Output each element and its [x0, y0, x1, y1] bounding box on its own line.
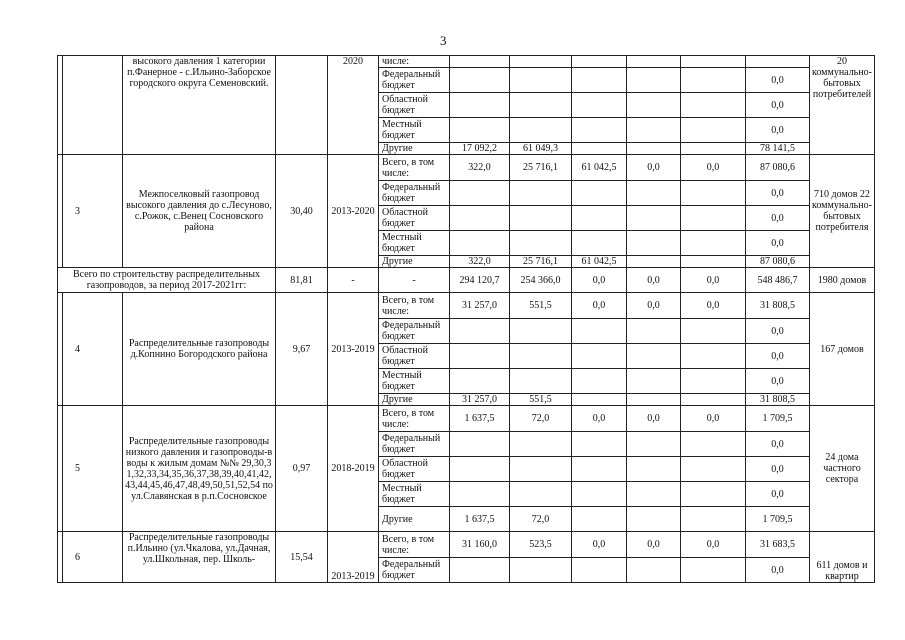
object-number: 3 — [63, 155, 123, 268]
object-name: Распределительные газопроводы д.Копнино Богородского района — [123, 293, 276, 406]
object-name: Распределительные газопроводы п.Ильино (ул.Чкалова, ул.Дачная, ул.Школьная, пер. Школь- — [123, 532, 276, 583]
value-cell: 61 049,3 — [510, 143, 572, 155]
summary-years: - — [328, 268, 379, 293]
financing-table: высокого давления 1 категории п.Фанерное - с.Ильино-Заборское городского округа Семеновский. 2020 числе: 20 коммунально-бытовых потребителей Федеральный бюджет 0,0 Областной бюджет 0,0 Местный бюджет 0,0 Другие 17 092,2 61 049,3 78 141,5 3 Межпоселковый газопровод высокого давления до с.Лесуново, с.Рожок, с.Венец Сосновского района 30,40 2013-2020 Всего, в том числе: 322,0 25 716,1 61 042,5 0,0 0,0 87 080,6 710 домов 22 коммунально-бытовых потребителя Федеральный бюджет 0,0 Областной бюджет 0,0 Местный бюджет 0,0 Другие 322,0 25 716,1 61 042,5 87 080,6 Всего по строительству распределительных газопроводов, за период 2017-2021гг: 81,81 - - 294 120,7 254 366,0 0,0 0,0 0,0 548 486,7 1980 домов 4 Распределительные газопроводы д.Копнино Богородского района 9,67 2013-2019 Всего, в том числе: 31 257,0 551,5 0,0 0,0 0,0 31 808,5 167 домов Федеральный бюджет 0,0 Областной бюджет 0,0 Местный бюджет 0,0 Другие 31 257,0 551,5 31 808,5 5 Распределительные газопроводы низкого давления и газопроводы-вводы к жилым домам №№ 29,30,31,32,33,34,35,36,37,38,39,40,41,42,43,44,45,46,47,48,49,50,51,52,54 по ул.Славянская в р.п.Сосновское 0,97 2018-2019 Всего, в том числе: 1 637,5 72,0 0,0 0,0 0,0 1 709,5 24 дома частного сектора Федеральный бюджет 0,0 Областной бюджет 0,0 Местный бюджет 0,0 Другие 1 637,5 72,0 1 709,5 6 Распределительные газопроводы п.Ильино (ул.Чкалова, ул.Дачная, ул.Школьная, пер. Школь- 15,54 2013-2019 Всего, в том числе: 31 160,0 523,5 0,0 0,0 0,0 31 683,5 611 домов и квартир Федеральный бюджет 0,0 — [57, 55, 875, 583]
object-years: 2013-2019 — [328, 532, 379, 583]
total-value: 0,0 — [746, 68, 810, 93]
object-length — [276, 56, 328, 155]
source-label: Всего, в том числе: — [379, 155, 450, 181]
source-label: Местный бюджет — [379, 118, 450, 143]
total-value: 78 141,5 — [746, 143, 810, 155]
object-result: 710 домов 22 коммунально-бытовых потребителя — [810, 155, 875, 268]
summary-label: Всего по строительству распределительных газопроводов, за период 2017-2021гг: — [58, 268, 276, 293]
page-number: 3 — [440, 33, 447, 48]
object-years: 2013-2020 — [328, 155, 379, 268]
source-label: Другие — [379, 143, 450, 155]
object-years: 2013-2019 — [328, 293, 379, 406]
object-number: 5 — [63, 406, 123, 532]
cell-num — [63, 56, 123, 155]
summary-length: 81,81 — [276, 268, 328, 293]
object-number: 4 — [63, 293, 123, 406]
object-years: 2020 — [328, 56, 379, 155]
object-result: 20 коммунально-бытовых потребителей — [810, 56, 875, 155]
summary-result: 1980 домов — [810, 268, 875, 293]
object-name: высокого давления 1 категории п.Фанерное - с.Ильино-Заборское городского округа Семеновский. — [123, 56, 276, 155]
source-label: Федеральный бюджет — [379, 68, 450, 93]
source-label: Областной бюджет — [379, 93, 450, 118]
object-length: 0,97 — [276, 406, 328, 532]
object-name: Распределительные газопроводы низкого давления и газопроводы-вводы к жилым домам №№ 29,30,31,32,33,34,35,36,37,38,39,40,41,42,43,44,45,46,47,48,49,50,51,52,54 по ул.Славянская в р.п.Сосновское — [123, 406, 276, 532]
source-label: числе: — [379, 56, 450, 68]
object-length: 30,40 — [276, 155, 328, 268]
object-years: 2018-2019 — [328, 406, 379, 532]
object-name: Межпоселковый газопровод высокого давления до с.Лесуново, с.Рожок, с.Венец Сосновского района — [123, 155, 276, 268]
object-length: 9,67 — [276, 293, 328, 406]
object-length: 15,54 — [276, 532, 328, 583]
object-number: 6 — [63, 532, 123, 583]
value-cell: 17 092,2 — [450, 143, 510, 155]
object-result: 24 дома частного сектора — [810, 406, 875, 532]
object-result: 167 домов — [810, 293, 875, 406]
total-value: 0,0 — [746, 118, 810, 143]
total-value: 0,0 — [746, 93, 810, 118]
object-result: 611 домов и квартир — [810, 532, 875, 583]
